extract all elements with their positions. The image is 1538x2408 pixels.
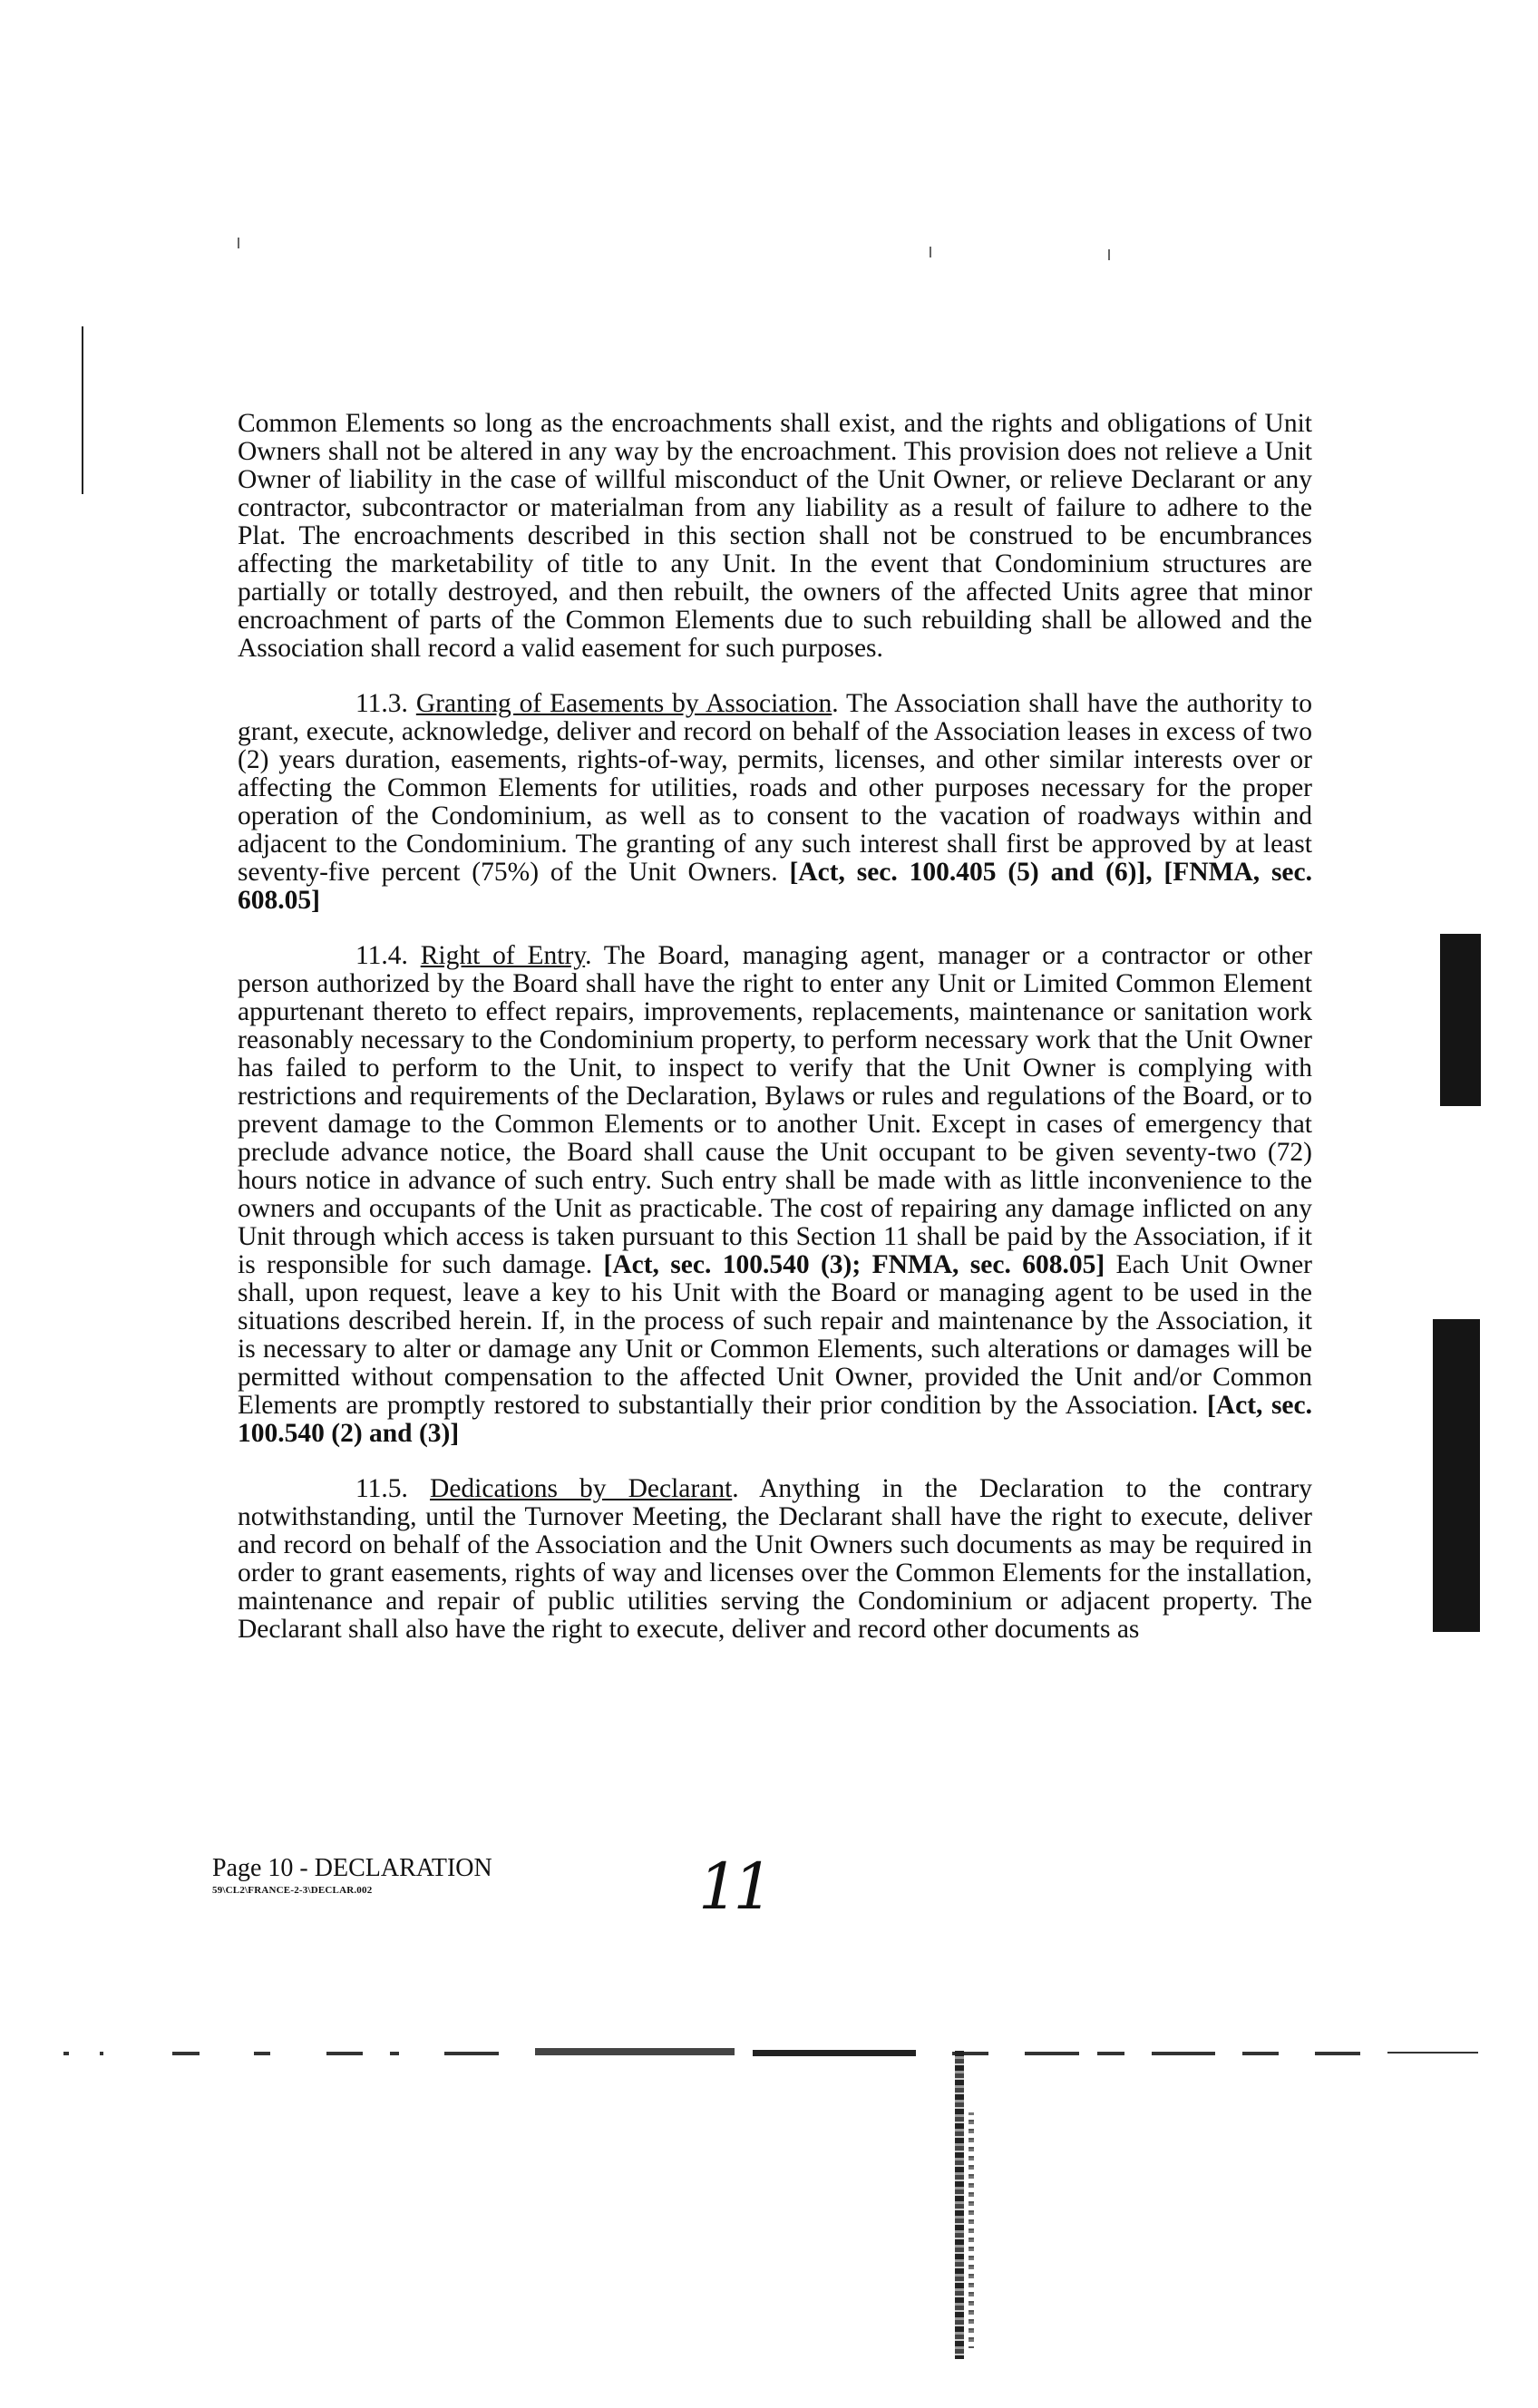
scan-artifact-strip xyxy=(955,2051,964,2359)
footer-file-path: 59\CL2\FRANCE-2-3\DECLAR.002 xyxy=(212,1885,373,1896)
scan-artifact-strip xyxy=(969,2112,974,2348)
statute-citation: [Act, sec. 100.540 (2) and (3)] xyxy=(238,1391,1312,1448)
handwritten-page-number: 11 xyxy=(698,1850,769,1924)
section-11-4 xyxy=(238,942,1312,1448)
section-number: 11.3. xyxy=(355,689,408,718)
footer-page-label: Page 10 - DECLARATION xyxy=(212,1854,492,1882)
statute-citation: [Act, sec. 100.405 (5) and (6)], [FNMA, sec. 608.05] xyxy=(238,858,1312,915)
section-11-3 xyxy=(238,690,1312,915)
section-11-5 xyxy=(238,1475,1312,1644)
section-text: . The Board, managing agent, manager or a contractor or other person authorized by the Board shall have the right to enter any Unit or Limited Common Element appurtenant thereto to effect repairs, improvements, replacements, maintenance or sanitation work reasonably necessary to the Condominium property, to perform necessary work that the Unit Owner has failed to perform to the Unit, to inspect to verify that the Unit Owner is complying with restrictions and requirements of the Declaration, Bylaws or rules and regulations of the Board, or to prevent damage to the Common Elements or to another Unit. Except in cases of emergency that preclude advance notice, the Board shall cause the Unit occupant to be given seventy-two (72) hours notice in advance of such entry. Such entry shall be made with as little inconvenience to the owners and occupants of the Unit as practicable. The cost of repairing any damage inflicted on any Unit through which access is taken pursuant to this Section 11 shall be paid by the Association, if it is responsible for such damage. xyxy=(238,941,1312,1279)
scan-artifact-bar xyxy=(1440,934,1481,1106)
section-heading: Granting of Easements by Association xyxy=(415,689,832,718)
declaration-body xyxy=(238,410,1312,1671)
section-heading: Right of Entry xyxy=(420,941,586,970)
scan-speck xyxy=(238,238,239,248)
scan-artifact-line xyxy=(82,326,83,494)
statute-citation: [Act, sec. 100.540 (3); FNMA, sec. 608.05] xyxy=(603,1250,1105,1279)
continued-paragraph: Common Elements so long as the encroachments shall exist, and the rights and obligations of Unit Owners shall not be altered in any way by the encroachment. This provision does not relieve a Unit Owner of liability in the case of willful misconduct of the Unit Owner, or relieve Declarant or any contractor, subcontractor or materialman from any liability as a result of failure to adhere to the Plat. The encroachments described in this section shall not be construed to be encumbrances affecting the marketability of title to any Unit. In the event that Condominium structures are partially or totally destroyed, and then rebuilt, the owners of the affected Units agree that minor encroachment of parts of the Common Elements due to such rebuilding shall be allowed and the Association shall record a valid easement for such purposes. xyxy=(238,409,1312,663)
section-number: 11.4. xyxy=(355,941,408,970)
page-footer xyxy=(212,1854,492,1896)
section-text: . The Association shall have the authority to grant, execute, acknowledge, deliver and record on behalf of the Association leases in excess of two (2) years duration, easements, rights-of-way, permits, licenses, and other similar interests over or affecting the Common Elements for utilities, roads and other purposes necessary for the proper operation of the Condominium, as well as to consent to the vacation of roadways within and adjacent to the Condominium. The granting of any such interest shall first be approved by at least seventy-five percent (75%) of the Unit Owners. xyxy=(238,689,1312,887)
scan-speck xyxy=(1108,249,1110,260)
section-number: 11.5. xyxy=(355,1474,408,1503)
scan-artifact-bar xyxy=(1433,1319,1480,1632)
section-text-continued: Each Unit Owner shall, upon request, leave a key to his Unit with the Board or managing agent to be used in the situations described herein. If, in the process of such repair and maintenance by the Association, it is necessary to alter or damage any Unit or Common Elements, such alterations or damages will be permitted without compensation to the affected Unit Owner, provided the Unit and/or Common Elements are promptly restored to substantially their prior condition by the Association. xyxy=(238,1250,1312,1420)
scan-speck xyxy=(930,247,931,257)
scan-artifact-bottom-noise xyxy=(63,2044,1478,2066)
section-heading: Dedications by Declarant xyxy=(430,1474,733,1503)
section-text: . Anything in the Declaration to the contrary notwithstanding, until the Turnover Meeting, the Declarant shall have the right to execute, deliver and record on behalf of the Association and the Unit Owners such documents as may be required in order to grant easements, rights of way and licenses over the Common Elements for the installation, maintenance and repair of public utilities serving the Condominium or adjacent property. The Declarant shall also have the right to execute, deliver and record other documents as xyxy=(238,1474,1313,1644)
